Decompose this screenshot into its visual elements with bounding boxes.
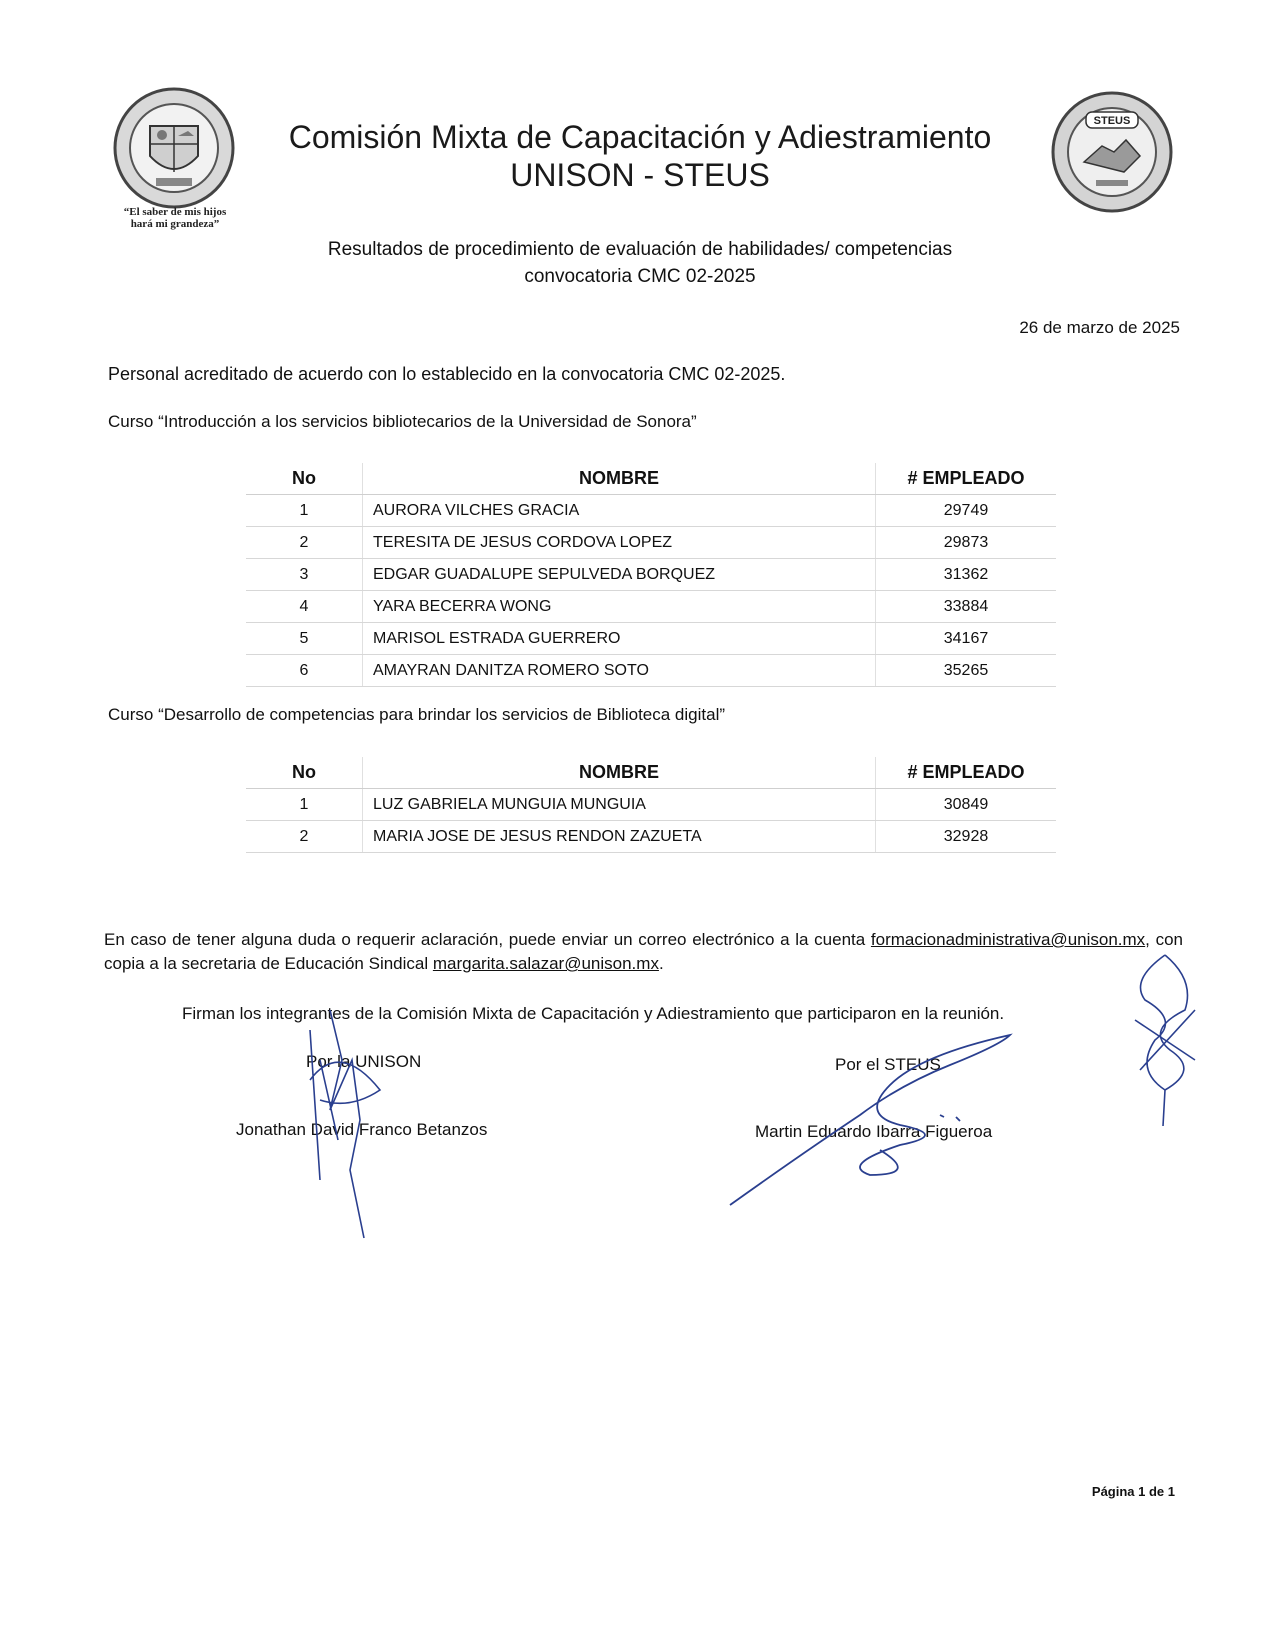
page-number: Página 1 de 1 bbox=[1091, 1484, 1175, 1499]
row-no: 3 bbox=[246, 559, 363, 591]
signature-margin bbox=[1125, 950, 1205, 1130]
row-name: MARISOL ESTRADA GUERRERO bbox=[363, 623, 876, 655]
table-row bbox=[246, 527, 1056, 559]
motto-line-1: “El saber de mis hijos bbox=[123, 206, 227, 218]
table-row bbox=[246, 623, 1056, 655]
signature-label-unison: Por la UNISON bbox=[306, 1052, 422, 1071]
title-line-1: Comisión Mixta de Capacitación y Adiestramiento bbox=[288, 119, 992, 155]
row-employee: 34167 bbox=[876, 623, 1057, 655]
header-employee: # EMPLEADO bbox=[876, 757, 1057, 789]
row-name: LUZ GABRIELA MUNGUIA MUNGUIA bbox=[363, 789, 876, 821]
table-row bbox=[246, 591, 1056, 623]
document-subtitle bbox=[240, 236, 1040, 290]
row-employee: 30849 bbox=[876, 789, 1057, 821]
signer-name-unison: Jonathan David Franco Betanzos bbox=[236, 1120, 488, 1139]
contact-text-3: . bbox=[658, 954, 664, 973]
row-name: AMAYRAN DANITZA ROMERO SOTO bbox=[363, 655, 876, 687]
header-name: NOMBRE bbox=[363, 757, 876, 789]
header-employee: # EMPLEADO bbox=[876, 463, 1057, 495]
row-employee: 31362 bbox=[876, 559, 1057, 591]
course-2-title: Curso “Desarrollo de competencias para brindar los servicios de Biblioteca digital” bbox=[108, 705, 726, 724]
table-row bbox=[246, 655, 1056, 687]
table-row bbox=[246, 821, 1056, 853]
document-date: 26 de marzo de 2025 bbox=[1019, 318, 1180, 337]
contact-paragraph bbox=[104, 928, 1183, 976]
row-no: 1 bbox=[246, 495, 363, 527]
row-employee: 35265 bbox=[876, 655, 1057, 687]
row-employee: 33884 bbox=[876, 591, 1057, 623]
document-title bbox=[240, 118, 1040, 194]
table-header-row bbox=[246, 757, 1056, 789]
signature-steus bbox=[720, 1025, 1020, 1215]
motto-line-2: hará mi grandeza” bbox=[130, 218, 220, 230]
signer-name-steus: Martin Eduardo Ibarra Figueroa bbox=[755, 1122, 993, 1141]
row-name: AURORA VILCHES GRACIA bbox=[363, 495, 876, 527]
row-no: 4 bbox=[246, 591, 363, 623]
steus-seal-logo bbox=[1050, 90, 1174, 214]
row-no: 5 bbox=[246, 623, 363, 655]
intro-text: Personal acreditado de acuerdo con lo establecido en la convocatoria CMC 02-2025. bbox=[108, 364, 786, 384]
row-employee: 29749 bbox=[876, 495, 1057, 527]
signature-label-steus: Por el STEUS bbox=[835, 1055, 941, 1074]
row-name: YARA BECERRA WONG bbox=[363, 591, 876, 623]
course-2-table bbox=[246, 757, 1056, 853]
row-name: EDGAR GUADALUPE SEPULVEDA BORQUEZ bbox=[363, 559, 876, 591]
row-employee: 32928 bbox=[876, 821, 1057, 853]
table-header-row bbox=[246, 463, 1056, 495]
table-row bbox=[246, 559, 1056, 591]
row-name: MARIA JOSE DE JESUS RENDON ZAZUETA bbox=[363, 821, 876, 853]
row-no: 2 bbox=[246, 527, 363, 559]
row-employee: 29873 bbox=[876, 527, 1057, 559]
table-row bbox=[246, 789, 1056, 821]
header-no: No bbox=[246, 757, 363, 789]
header-name: NOMBRE bbox=[363, 463, 876, 495]
contact-text-1: En caso de tener alguna duda o requerir aclaración, puede enviar un correo electrónico a la cuenta bbox=[104, 930, 871, 949]
table-row bbox=[246, 495, 1056, 527]
subtitle-line-1: Resultados de procedimiento de evaluación de habilidades/ competencias bbox=[327, 239, 953, 260]
signatures-intro: Firman los integrantes de la Comisión Mixta de Capacitación y Adiestramiento que participaron en la reunión. bbox=[182, 1004, 1005, 1023]
header-no: No bbox=[246, 463, 363, 495]
subtitle-line-2: convocatoria CMC 02-2025 bbox=[524, 266, 756, 287]
svg-text:STEUS: STEUS bbox=[1093, 115, 1131, 127]
title-line-2: UNISON - STEUS bbox=[510, 157, 770, 193]
email-link-formacion[interactable]: formacionadministrativa@unison.mx bbox=[870, 930, 1146, 949]
row-name: TERESITA DE JESUS CORDOVA LOPEZ bbox=[363, 527, 876, 559]
university-motto bbox=[100, 206, 250, 230]
row-no: 6 bbox=[246, 655, 363, 687]
email-link-margarita[interactable]: margarita.salazar@unison.mx bbox=[432, 954, 659, 973]
contact-text-2: , con copia a la secretaria de Educación Sindical bbox=[104, 930, 1184, 973]
course-1-table bbox=[246, 463, 1056, 687]
university-seal-logo bbox=[112, 86, 236, 210]
signature-unison bbox=[290, 1000, 400, 1240]
row-no: 1 bbox=[246, 789, 363, 821]
course-1-title: Curso “Introducción a los servicios bibliotecarios de la Universidad de Sonora” bbox=[108, 412, 697, 431]
row-no: 2 bbox=[246, 821, 363, 853]
